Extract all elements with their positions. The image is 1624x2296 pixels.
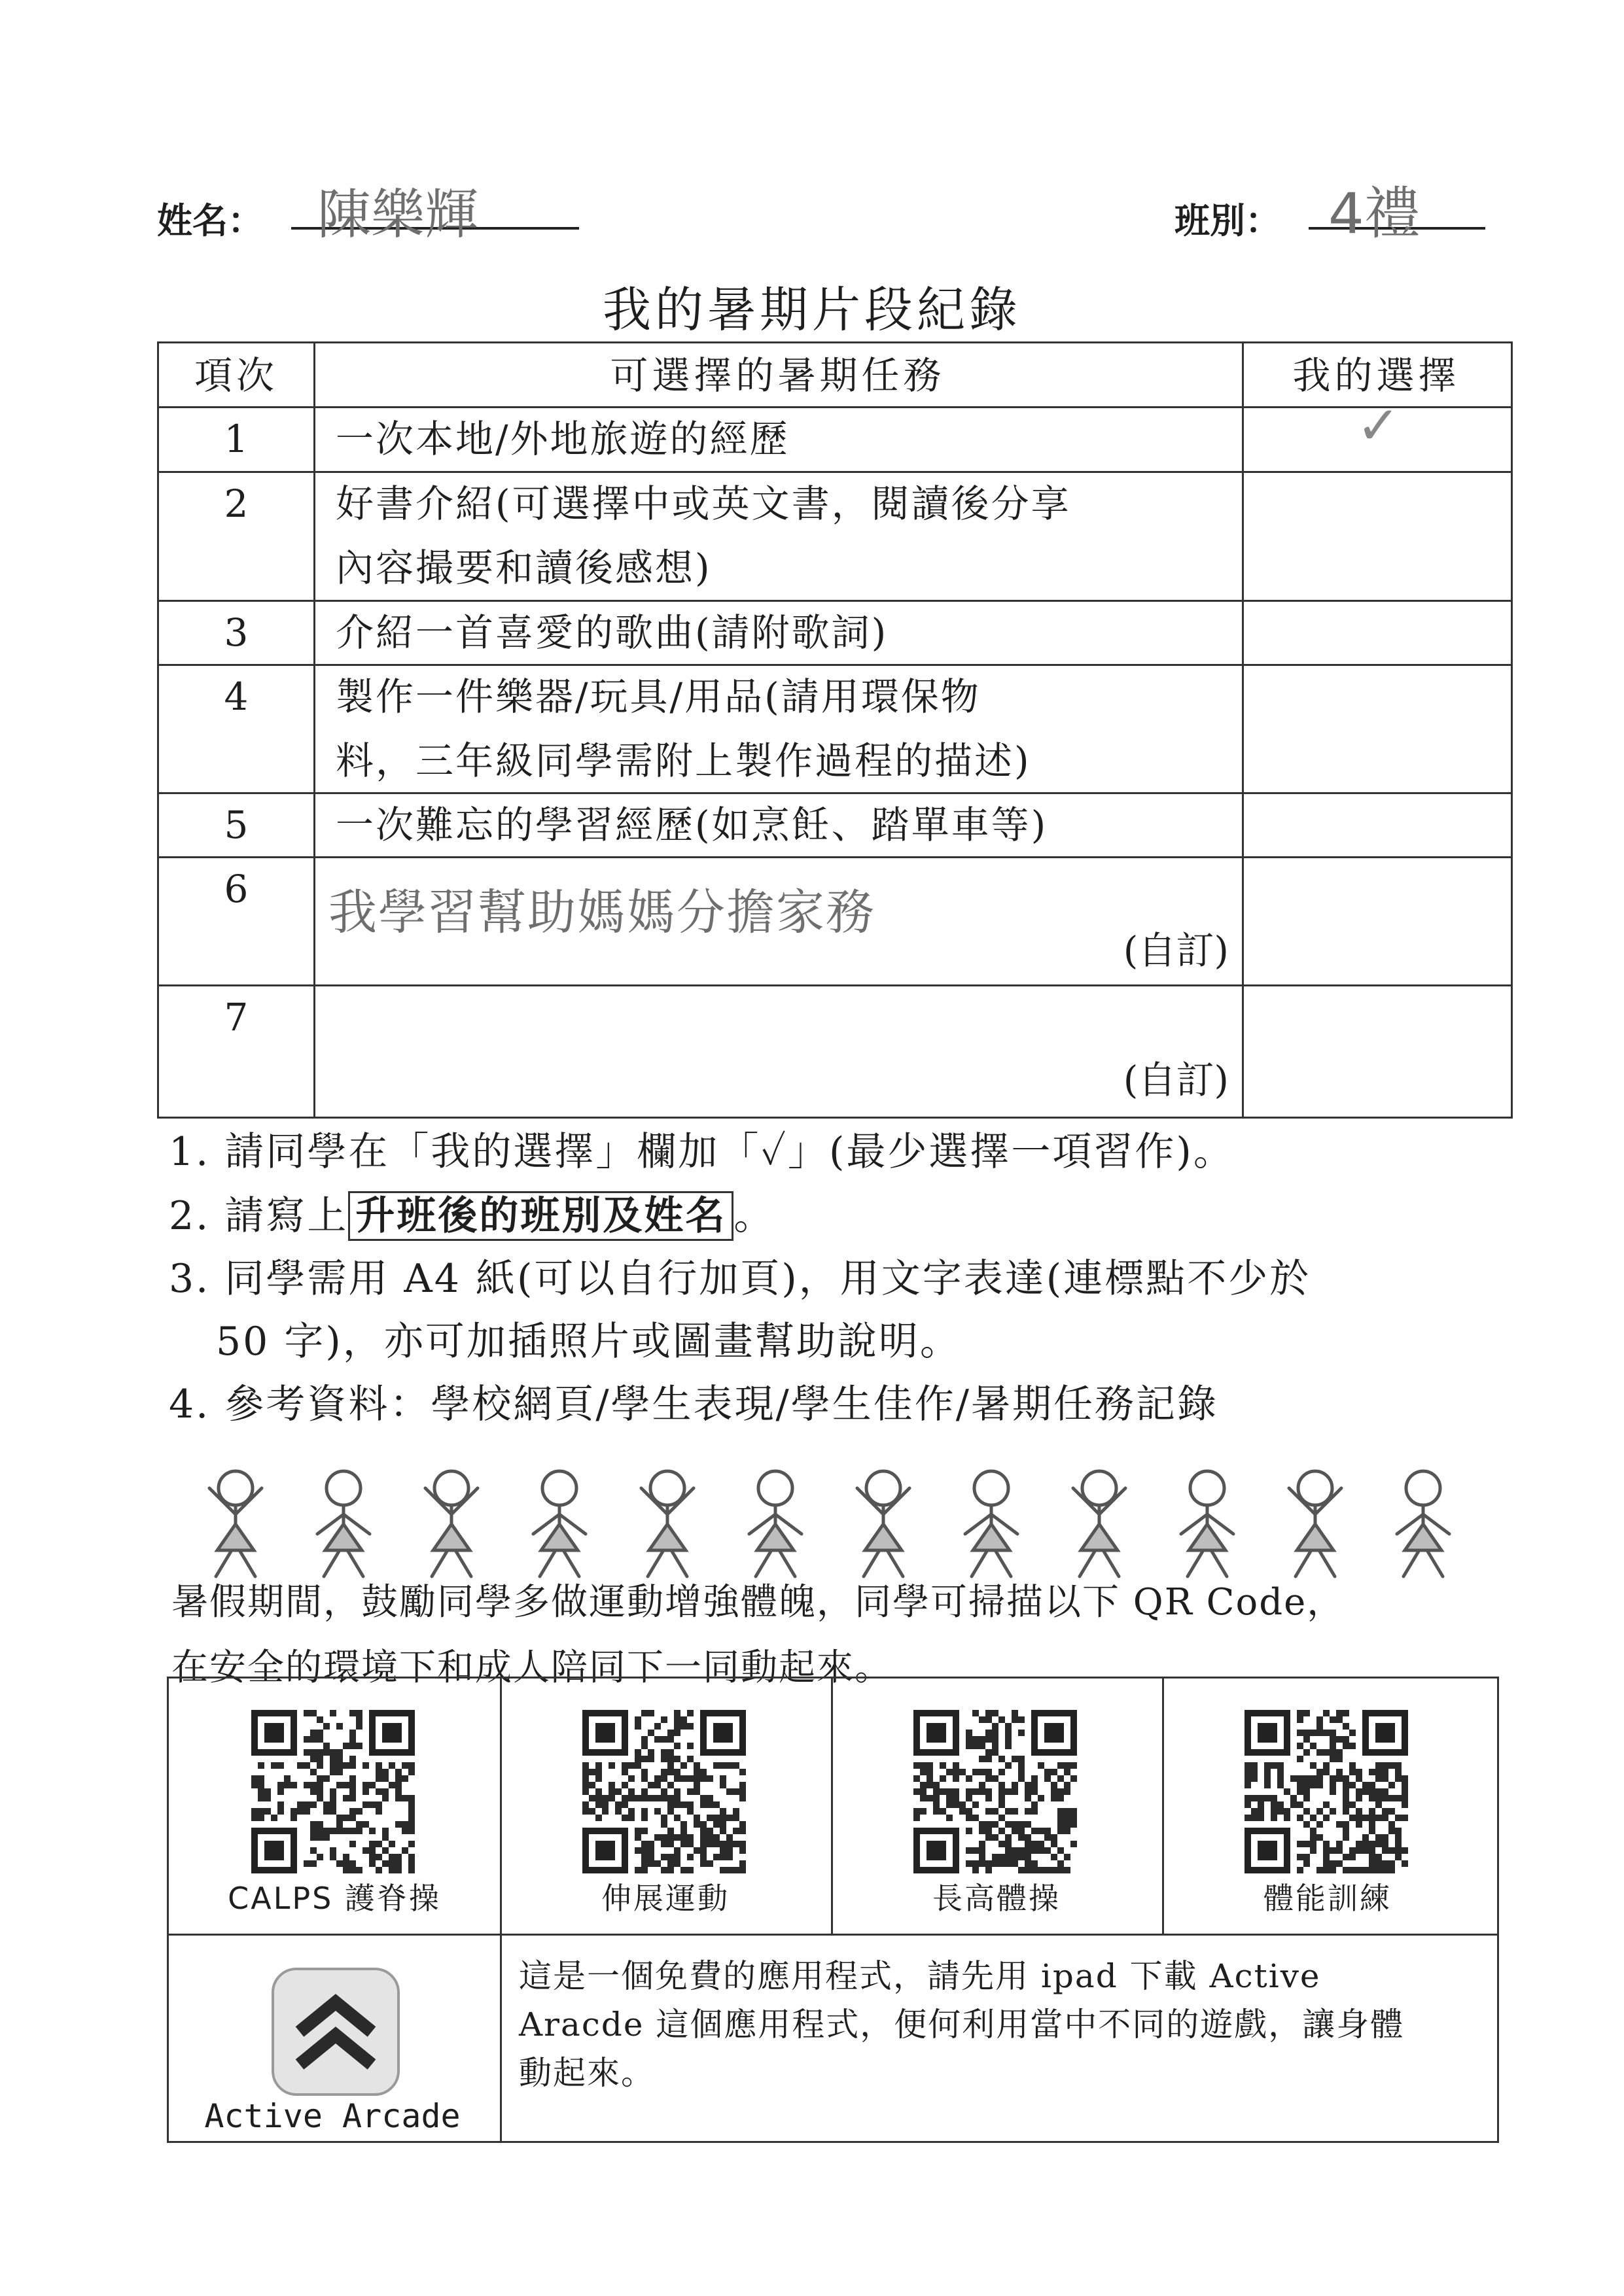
row-6-number: 6 (224, 867, 249, 911)
page-title: 我的暑期片段紀錄 (603, 282, 1021, 338)
qr-label-fitness: 體能訓練 (1263, 1881, 1392, 1916)
kid-figure (209, 1471, 262, 1576)
row-1-number: 1 (224, 417, 249, 461)
name-field[interactable] (291, 167, 579, 246)
row-1-task: 一次本地/外地旅遊的經歷 (336, 417, 790, 461)
name-value: 陳樂輝 (317, 184, 479, 246)
note-2-prefix: 2. 請寫上 (169, 1193, 349, 1239)
row-7-number: 7 (224, 995, 249, 1039)
app-name: Active Arcade (204, 2097, 461, 2135)
row-5-choice-checkbox[interactable] (1242, 793, 1511, 856)
qr-label-grow-tall: 長高體操 (932, 1881, 1061, 1916)
row-7-custom-input[interactable] (315, 985, 1242, 1115)
row-4-number: 4 (224, 674, 249, 719)
row-4-task-line-1: 製作一件樂器/玩具/用品(請用環保物 (336, 674, 981, 719)
note-3-line-1: 3. 同學需用 A4 紙(可以自行加頁)，用文字表達(連標點不少於 (169, 1256, 1311, 1302)
kid-figure (1073, 1471, 1125, 1576)
class-field[interactable] (1309, 167, 1485, 247)
qr-cell-stretch[interactable] (500, 1679, 831, 1934)
task-table (157, 341, 1513, 1119)
kid-figure (425, 1471, 478, 1576)
qr-code-icon[interactable] (913, 1710, 1077, 1873)
row-3-number: 3 (224, 610, 249, 655)
qr-label-stretch: 伸展運動 (601, 1881, 730, 1916)
row-3-choice-checkbox[interactable] (1242, 600, 1511, 664)
app-description-line-1: 這是一個免費的應用程式，請先用 ipad 下載 Active (519, 1957, 1321, 1995)
kid-figure (533, 1471, 586, 1576)
row-6-choice-checkbox[interactable] (1242, 857, 1511, 984)
header-item-no: 項次 (194, 353, 278, 398)
note-2-highlight: 升班後的班別及姓名 (348, 1191, 733, 1241)
kid-figure (1181, 1471, 1233, 1576)
row-2-task-line-1: 好書介紹(可選擇中或英文書，閱讀後分享 (336, 481, 1071, 526)
row-6-handwritten: 我學習幫助媽媽分擔家務 (328, 884, 875, 941)
qr-cell-fitness[interactable] (1162, 1679, 1493, 1934)
app-description-line-2: Aracde 這個應用程式，便何利用當中不同的遊戲，讓身體 (519, 2006, 1405, 2044)
qr-code-icon[interactable] (1244, 1710, 1408, 1873)
class-value: 4禮 (1328, 181, 1421, 247)
qr-code-icon[interactable] (251, 1710, 415, 1873)
row-2-choice-checkbox[interactable] (1242, 472, 1511, 600)
note-3-line-2: 50 字)，亦可加插照片或圖畫幫助說明。 (216, 1319, 961, 1365)
row-4-choice-checkbox[interactable] (1242, 665, 1511, 792)
qr-code-icon[interactable] (582, 1710, 746, 1873)
kid-figure (857, 1471, 909, 1576)
class-label: 班別： (1174, 200, 1280, 241)
header-task: 可選擇的暑期任務 (610, 353, 945, 398)
qr-code-table (167, 1677, 1499, 2143)
row-3-task: 介紹一首喜愛的歌曲(請附歌詞) (336, 610, 889, 655)
kid-figure (749, 1471, 802, 1576)
qr-cell-grow-tall[interactable] (831, 1679, 1162, 1934)
exercise-text-line-2: 在安全的環境下和成人陪同下一同動起來。 (171, 1646, 892, 1689)
qr-label-calps: CALPS 護脊操 (228, 1881, 441, 1916)
chevron-up-icon[interactable] (270, 1966, 401, 2097)
check-icon: ✓ (1356, 395, 1401, 456)
note-4: 4. 參考資料：學校網頁/學生表現/學生佳作/暑期任務記錄 (169, 1382, 1218, 1427)
kid-figure (641, 1471, 694, 1576)
row-2-number: 2 (224, 481, 249, 526)
note-2 (169, 1184, 775, 1248)
row-6-custom-suffix: (自訂) (1123, 928, 1229, 973)
kid-figure (1397, 1471, 1449, 1576)
exercise-text-line-1: 暑假期間，鼓勵同學多做運動增強體魄，同學可掃描以下 QR Code， (171, 1581, 1345, 1624)
kid-figure (1289, 1471, 1341, 1576)
kid-figure (965, 1471, 1017, 1576)
row-2-task-line-2: 內容撮要和讀後感想) (336, 546, 712, 590)
row-7-choice-checkbox[interactable] (1242, 985, 1511, 1115)
note-2-suffix: 。 (733, 1193, 775, 1239)
row-5-task: 一次難忘的學習經歷(如烹飪、踏單車等) (336, 803, 1048, 847)
row-1-choice-checkbox[interactable] (1242, 395, 1511, 471)
row-4-task-line-2: 料，三年級同學需附上製作過程的描述) (336, 739, 1031, 783)
qr-cell-calps[interactable] (169, 1679, 500, 1934)
app-description-line-3: 動起來。 (519, 2054, 655, 2092)
header-choice: 我的選擇 (1292, 353, 1460, 398)
kid-figure (317, 1471, 370, 1576)
kids-exercising-illustration (183, 1452, 1479, 1583)
note-1: 1. 請同學在「我的選擇」欄加「✓」(最少選擇一項習作)。 (169, 1129, 1235, 1175)
row-6-custom-input[interactable] (315, 857, 1242, 984)
row-7-custom-suffix: (自訂) (1123, 1058, 1229, 1102)
row-5-number: 5 (224, 803, 249, 847)
name-label: 姓名： (157, 200, 263, 241)
